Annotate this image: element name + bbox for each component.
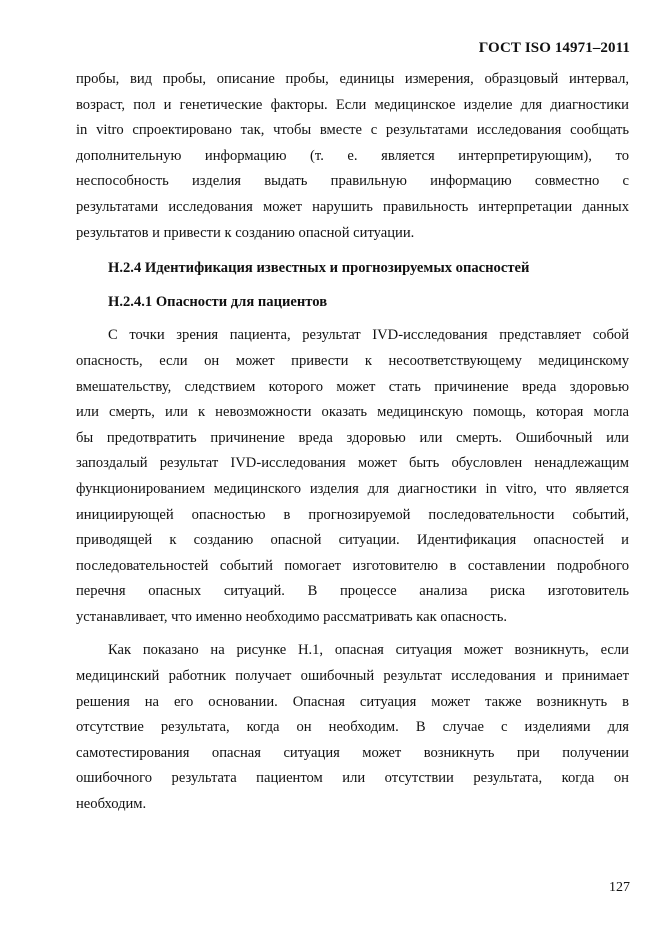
text-line: пробы, вид пробы, описание пробы, единицы измерения, образцовый интервал, (76, 71, 629, 87)
text-line: отсутствие результата, когда он необходим. В случае с изделиями для (76, 719, 629, 736)
text-line: или смерть, или к невозможности оказать медицинскую помощь, которая могла (76, 404, 629, 421)
text-line: С точки зрения пациента, результат IVD-исследования представляет собой (108, 327, 629, 344)
text-line: перечня опасных ситуаций. В процессе анализа риска изготовитель (76, 583, 629, 600)
text-line: результатов и привести к созданию опасной ситуации. (76, 224, 415, 241)
text-line: последовательностей событий помогает изготовителю в составлении подробного (76, 557, 629, 574)
text-line: результатами исследования может нарушить правильность интерпретации данных (76, 198, 629, 215)
text-line: функционированием медицинского изделия для диагностики in vitro, что является (76, 480, 629, 497)
page-number: 127 (609, 880, 630, 895)
text-line: опасность, если он может привести к несоответствующему медицинскому (76, 352, 629, 369)
text-line: ошибочного результата пациентом или отсутствии результата, когда он (76, 770, 629, 787)
text-line: Как показано на рисунке H.1, опасная ситуация может возникнуть, если (108, 642, 629, 659)
text-line: инициирующей опасностью в прогнозируемой последовательности событий, (76, 506, 629, 523)
paragraph-figure-h1 (76, 638, 629, 817)
text-line: необходим. (76, 796, 147, 813)
paragraph-intro-continuation (76, 67, 629, 246)
standard-header: ГОСТ ISO 14971–2011 (478, 40, 630, 56)
text-line: устанавливает, что именно необходимо рассматривать как опасность. (76, 608, 508, 625)
text-line: медицинский работник получает ошибочный результат исследования и принимает (76, 668, 629, 685)
text-line: запоздалый результат IVD-исследования может быть обусловлен ненадлежащим (76, 455, 629, 472)
text-line: неспособность изделия выдать правильную информацию совместно с (76, 173, 629, 190)
text-line: самотестирования опасная ситуация может возникнуть при получении (76, 744, 629, 761)
section-heading-h-2-4-1: H.2.4.1 Опасности для пациентов (108, 293, 328, 310)
text-line: in vitro спроектировано так, чтобы вместе с результатами исследования сообщать (76, 122, 629, 139)
section-heading-h-2-4: H.2.4 Идентификация известных и прогнозируемых опасностей (108, 260, 530, 277)
paragraph-patient-hazards (76, 323, 629, 630)
text-line: приводящей к созданию опасной ситуации. Идентификация опасностей и (76, 532, 629, 549)
text-line: возраст, пол и генетические факторы. Если медицинское изделие для диагностики (76, 96, 629, 113)
text-line: дополнительную информацию (т. е. является интерпретирующим), то (76, 147, 629, 164)
text-line: решения на его основании. Опасная ситуация может также возникнуть в (76, 693, 629, 710)
body-text (76, 67, 629, 826)
text-line: бы предотвратить причинение вреда здоровью или смерть. Ошибочный или (76, 429, 629, 446)
text-line: вмешательству, следствием которого может стать причинение вреда здоровью (76, 378, 629, 395)
